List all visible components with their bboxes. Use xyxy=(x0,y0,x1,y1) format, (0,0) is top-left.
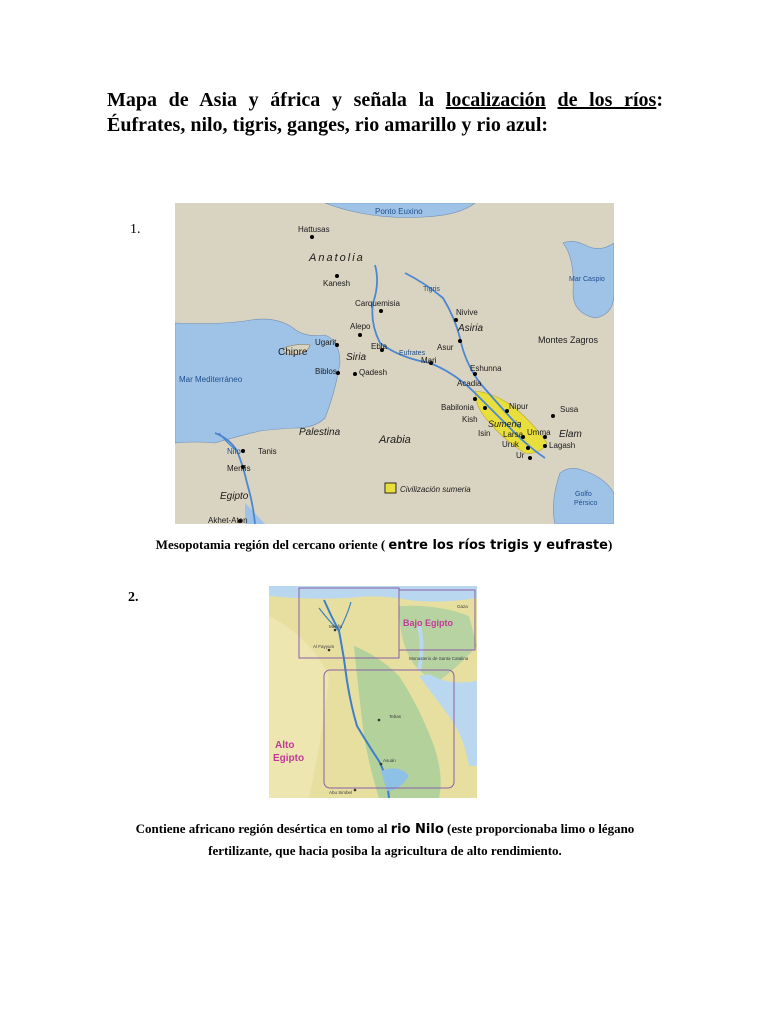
dot-abu-simbel xyxy=(354,789,357,792)
label-anatolia: Anatolia xyxy=(309,252,365,264)
label-babilonia: Babilonia xyxy=(441,403,474,412)
label-arabia: Arabia xyxy=(379,434,411,446)
label-tigris: Tigris xyxy=(423,286,440,293)
label-hattusas: Hattusas xyxy=(298,225,330,234)
paragraph-2-rio-nilo: rio Nilo xyxy=(390,822,444,837)
heading-text-1: Mapa de Asia y áfrica y señala la xyxy=(107,89,446,111)
heading-space xyxy=(546,89,558,111)
label-akhet-aton: Akhet-Aton xyxy=(208,516,248,524)
label-nilo: Nilo xyxy=(227,447,241,456)
dot-uruk xyxy=(526,446,530,450)
label-mari: Mari xyxy=(421,356,437,365)
dot-alepo xyxy=(358,333,362,337)
label-elam: Elam xyxy=(559,429,582,440)
paragraph-2-rest: (este proporcionaba limo o légano fertilizante, que hacia posiba la agricultura de alto rendimiento. xyxy=(208,821,635,858)
paragraph-2-text: Contiene africano región desértica en tomo al xyxy=(135,821,391,836)
item-number-1: 1. xyxy=(130,222,141,237)
dot-nivive xyxy=(454,318,458,322)
label-asuan: Asuán xyxy=(383,758,396,763)
caption-1-close: ) xyxy=(607,537,613,552)
heading-underlined-rios: de los ríos xyxy=(557,89,657,111)
dot-qadesh xyxy=(353,372,357,376)
dot-menfis xyxy=(334,629,337,632)
label-acadia: Acadia xyxy=(457,379,482,388)
label-uruk: Uruk xyxy=(502,440,519,449)
label-bajo-egipto: Bajo Egipto xyxy=(403,618,453,628)
label-asur: Asur xyxy=(437,343,454,352)
label-palestina: Palestina xyxy=(299,427,341,438)
label-sumeria: Sumeria xyxy=(488,419,522,429)
label-menfis: Menfis xyxy=(227,464,251,473)
label-fayum: Al Fayyum xyxy=(313,644,335,649)
label-golfo: Golfo xyxy=(575,491,592,498)
label-chipre: Chipre xyxy=(278,347,308,358)
label-egipto: Egipto xyxy=(220,491,249,502)
dot-asuan xyxy=(380,763,383,766)
label-tebas: Tebas xyxy=(389,714,402,719)
item-number-2: 2. xyxy=(128,590,139,605)
mesopotamia-map xyxy=(175,203,614,524)
label-mar-caspio: Mar Caspio xyxy=(569,276,605,283)
label-mar-mediterraneo: Mar Mediterráneo xyxy=(179,375,243,384)
label-lagash: Lagash xyxy=(549,441,576,450)
label-carquemisia: Carquemisia xyxy=(355,299,400,308)
label-eshunna: Eshunna xyxy=(470,364,502,373)
heading-text-2: : Éufrates, nilo, tigris, ganges, rio amarillo y rio azul: xyxy=(107,89,664,136)
label-larsa: Larsa xyxy=(503,430,524,439)
dot-hattusas xyxy=(310,235,314,239)
label-kish: Kish xyxy=(462,415,478,424)
label-nivive: Nivive xyxy=(456,308,478,317)
label-alto: Alto xyxy=(275,740,295,751)
dot-kanesh xyxy=(335,274,339,278)
label-abu-simbel: Abu Simbel xyxy=(329,790,353,795)
label-egipto: Egipto xyxy=(273,753,305,764)
dot-lagash xyxy=(543,444,547,448)
legend-swatch xyxy=(385,483,396,493)
label-susa: Susa xyxy=(560,405,579,414)
label-menfis: Menfis xyxy=(329,624,343,629)
caption-1-text: Mesopotamia región del cercano oriente ( xyxy=(155,537,389,552)
label-persico: Pérsico xyxy=(574,500,598,507)
dot-tebas xyxy=(378,719,381,722)
egypt-map-svg xyxy=(269,586,477,798)
dot-tanis xyxy=(241,449,245,453)
dot-ur xyxy=(528,456,532,460)
caption-1-rivers: entre los ríos trigis y eufraste xyxy=(388,538,608,553)
caption-1 xyxy=(0,537,768,553)
label-kanesh: Kanesh xyxy=(323,279,351,288)
mesopotamia-map-svg xyxy=(175,203,614,524)
legend-label: Civilización sumeria xyxy=(400,485,471,494)
paragraph-2 xyxy=(105,818,665,861)
label-qadesh: Qadesh xyxy=(359,368,388,377)
label-umma: Umma xyxy=(527,428,551,437)
label-ebla: Ebla xyxy=(371,342,388,351)
label-ugarit: Ugarit xyxy=(315,338,337,347)
label-isin: Isin xyxy=(478,429,491,438)
heading-underlined-localizacion: localización xyxy=(445,89,546,111)
label-santa-catalina: Monasterio de Santa Catalina xyxy=(409,656,469,661)
egypt-map xyxy=(269,586,477,798)
label-montes-zagros: Montes Zagros xyxy=(538,335,599,345)
dot-acadia xyxy=(473,397,477,401)
label-ur: Ur xyxy=(516,451,525,460)
dot-babilonia xyxy=(483,406,487,410)
label-biblos: Biblos xyxy=(315,367,337,376)
label-tanis: Tanis xyxy=(258,447,277,456)
label-siria: Siria xyxy=(346,352,367,363)
label-asiria: Asiria xyxy=(458,323,484,334)
label-nipur: Nipur xyxy=(509,402,529,411)
label-alepo: Alepo xyxy=(350,322,371,331)
dot-asur xyxy=(458,339,462,343)
dot-carquemisia xyxy=(379,309,383,313)
label-ponto: Ponto Euxino xyxy=(375,207,423,216)
dot-susa xyxy=(551,414,555,418)
page-heading xyxy=(107,88,663,138)
label-gaza: Gaza xyxy=(457,604,468,609)
dot-fayum xyxy=(328,649,331,652)
label-eufrates: Eufrates xyxy=(399,350,426,357)
